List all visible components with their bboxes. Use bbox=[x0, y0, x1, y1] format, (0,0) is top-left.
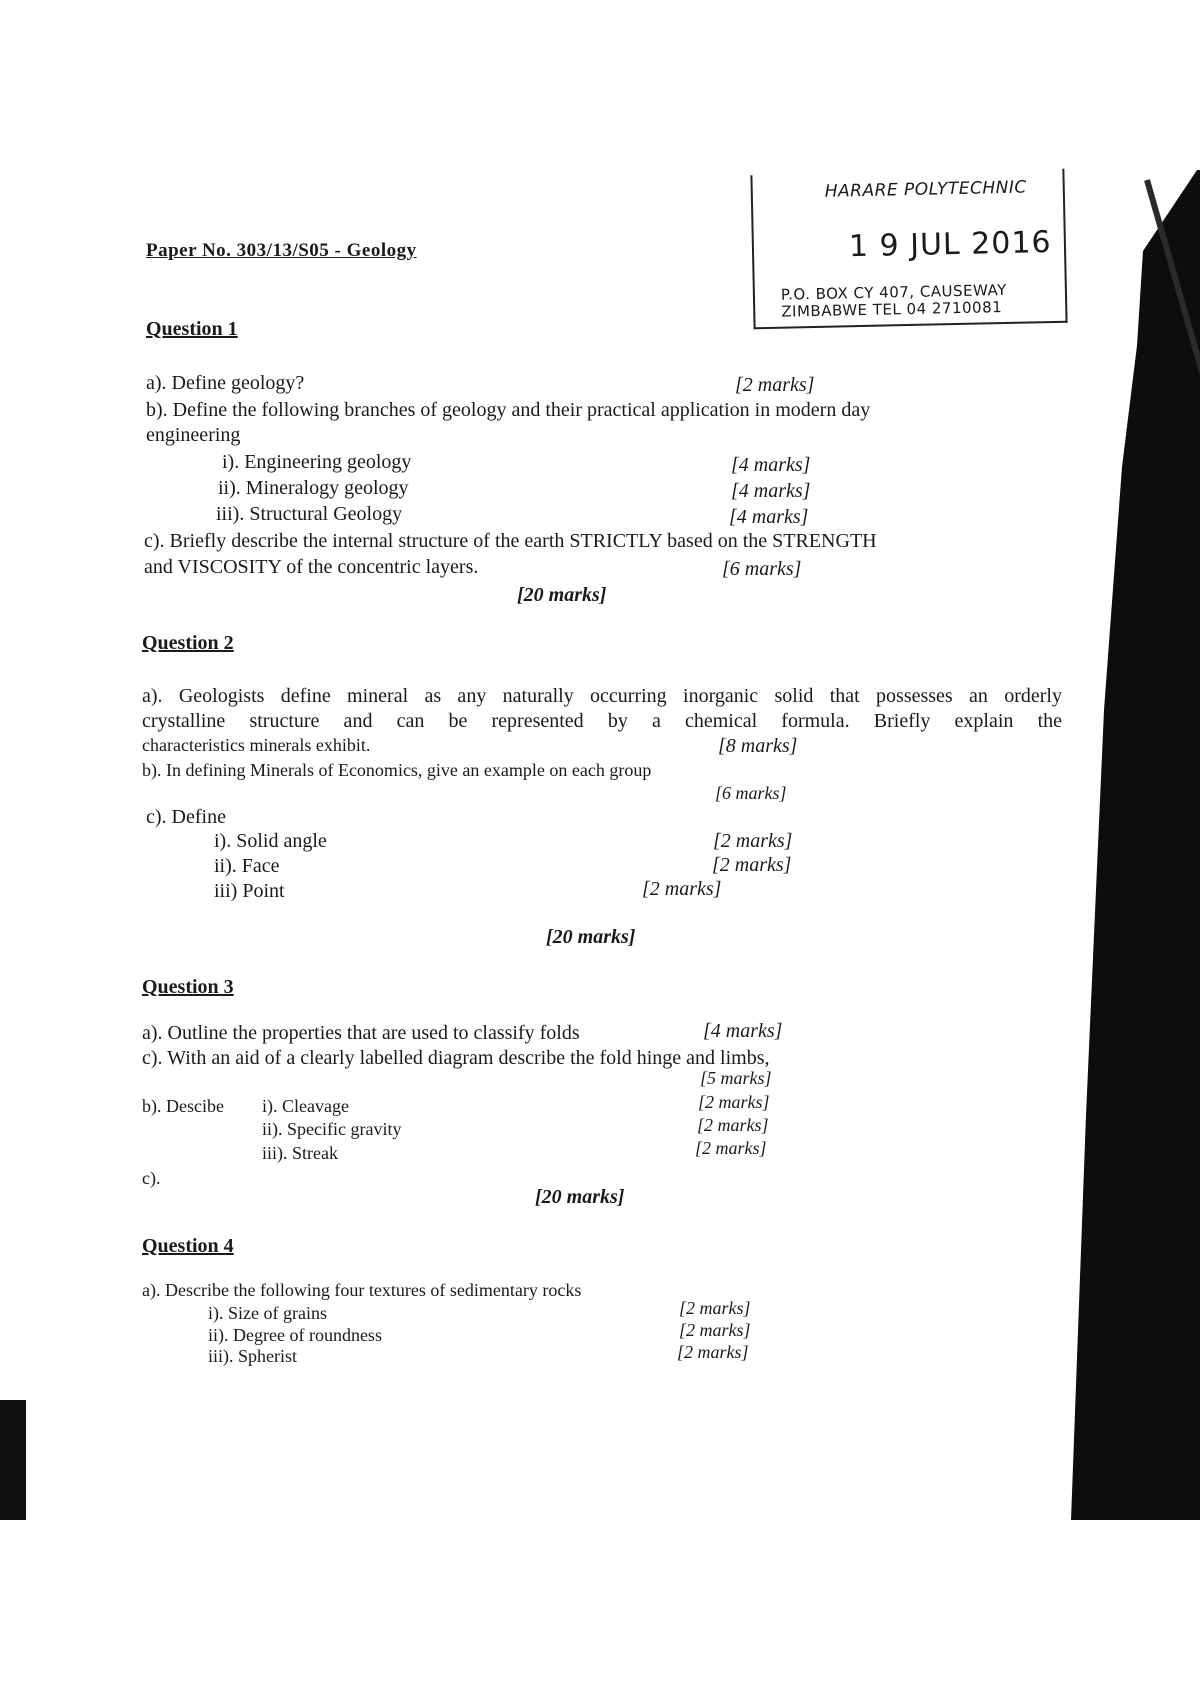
q3-total-marks: [20 marks] bbox=[535, 1186, 625, 1208]
q4-part-a-i-marks: [2 marks] bbox=[679, 1298, 751, 1318]
q2-part-b-marks: [6 marks] bbox=[715, 783, 787, 803]
q4-part-a-i: i). Size of grains bbox=[208, 1303, 327, 1323]
q3-part-c-empty: c). bbox=[142, 1168, 161, 1188]
q2-part-c-ii: ii). Face bbox=[214, 855, 280, 877]
q4-part-a-iii: iii). Spherist bbox=[208, 1346, 297, 1366]
q3-part-b-iii: iii). Streak bbox=[262, 1143, 338, 1163]
q2-part-c-iii-marks: [2 marks] bbox=[642, 878, 722, 900]
q1-part-c-line2: and VISCOSITY of the concentric layers. bbox=[144, 556, 479, 578]
q1-part-b-line2: engineering bbox=[146, 424, 241, 446]
q1-part-b-ii: ii). Mineralogy geology bbox=[218, 477, 409, 499]
scan-shadow-left bbox=[0, 1400, 26, 1520]
q1-part-b-i: i). Engineering geology bbox=[222, 451, 412, 473]
question-2-heading: Question 2 bbox=[142, 632, 234, 654]
q3-part-b-i-marks: [2 marks] bbox=[698, 1092, 770, 1112]
stamp-address bbox=[781, 282, 1008, 321]
q1-part-b-iii: iii). Structural Geology bbox=[216, 503, 403, 525]
q4-part-a-ii: ii). Degree of roundness bbox=[208, 1325, 382, 1345]
q3-part-b-ii-marks: [2 marks] bbox=[697, 1115, 769, 1135]
q1-part-c-marks: [6 marks] bbox=[722, 558, 802, 580]
q1-part-b-ii-marks: [4 marks] bbox=[731, 480, 811, 502]
stamp-address-line2: ZIMBABWE TEL 04 2710081 bbox=[781, 298, 1003, 321]
q1-part-b-i-marks: [4 marks] bbox=[731, 454, 811, 476]
q1-part-a-marks: [2 marks] bbox=[735, 374, 815, 396]
q3-part-a-marks: [4 marks] bbox=[703, 1020, 783, 1042]
q3-part-c: c). With an aid of a clearly labelled diagram describe the fold hinge and limbs, bbox=[142, 1047, 770, 1069]
q3-part-b-iii-marks: [2 marks] bbox=[695, 1138, 767, 1158]
stamp-org: HARARE POLYTECHNIC bbox=[824, 177, 1028, 202]
q1-part-b-iii-marks: [4 marks] bbox=[729, 506, 809, 528]
q2-part-c-i: i). Solid angle bbox=[214, 830, 327, 852]
stamp-date: 1 9 JUL 2016 bbox=[848, 225, 1052, 265]
q3-part-a: a). Outline the properties that are used to classify folds bbox=[142, 1022, 580, 1044]
question-4-heading: Question 4 bbox=[142, 1235, 234, 1257]
q2-part-c: c). Define bbox=[146, 806, 226, 828]
question-3-heading: Question 3 bbox=[142, 976, 234, 998]
q3-part-b-ii: ii). Specific gravity bbox=[262, 1119, 402, 1139]
q2-part-b: b). In defining Minerals of Economics, give an example on each group bbox=[142, 760, 652, 780]
q2-total-marks: [20 marks] bbox=[546, 926, 636, 948]
q2-part-c-i-marks: [2 marks] bbox=[713, 830, 793, 852]
q1-part-b-line1: b). Define the following branches of geology and their practical application in modern day bbox=[146, 399, 871, 421]
q2-part-a-marks: [8 marks] bbox=[718, 735, 798, 757]
q3-part-b-i: i). Cleavage bbox=[262, 1096, 349, 1116]
q3-part-c-marks: [5 marks] bbox=[700, 1068, 772, 1088]
stamp-address-line1: P.O. BOX CY 407, CAUSEWAY bbox=[780, 280, 1007, 304]
q4-part-a-iii-marks: [2 marks] bbox=[677, 1342, 749, 1362]
question-1-heading: Question 1 bbox=[146, 318, 238, 340]
paper-title: Paper No. 303/13/S05 - Geology bbox=[146, 240, 417, 261]
q1-part-c-line1: c). Briefly describe the internal structure of the earth STRICTLY based on the STRENGTH bbox=[144, 530, 877, 552]
q4-part-a: a). Describe the following four textures of sedimentary rocks bbox=[142, 1280, 582, 1300]
q2-part-a-line1: a). Geologists define mineral as any naturally occurring inorganic solid that possesses an orderly bbox=[142, 685, 1062, 707]
q2-part-c-ii-marks: [2 marks] bbox=[712, 854, 792, 876]
q2-part-c-iii: iii) Point bbox=[214, 880, 285, 902]
q2-part-a-line3: characteristics minerals exhibit. bbox=[142, 735, 371, 755]
q4-part-a-ii-marks: [2 marks] bbox=[679, 1320, 751, 1340]
q1-total-marks: [20 marks] bbox=[517, 584, 607, 606]
q1-part-a: a). Define geology? bbox=[146, 372, 305, 394]
scan-shadow-right bbox=[1050, 170, 1200, 1520]
date-stamp bbox=[750, 169, 1067, 330]
q3-part-b-label: b). Descibe bbox=[142, 1096, 224, 1116]
q2-part-a-line2: crystalline structure and can be represented by a chemical formula. Briefly explain the bbox=[142, 710, 1062, 732]
